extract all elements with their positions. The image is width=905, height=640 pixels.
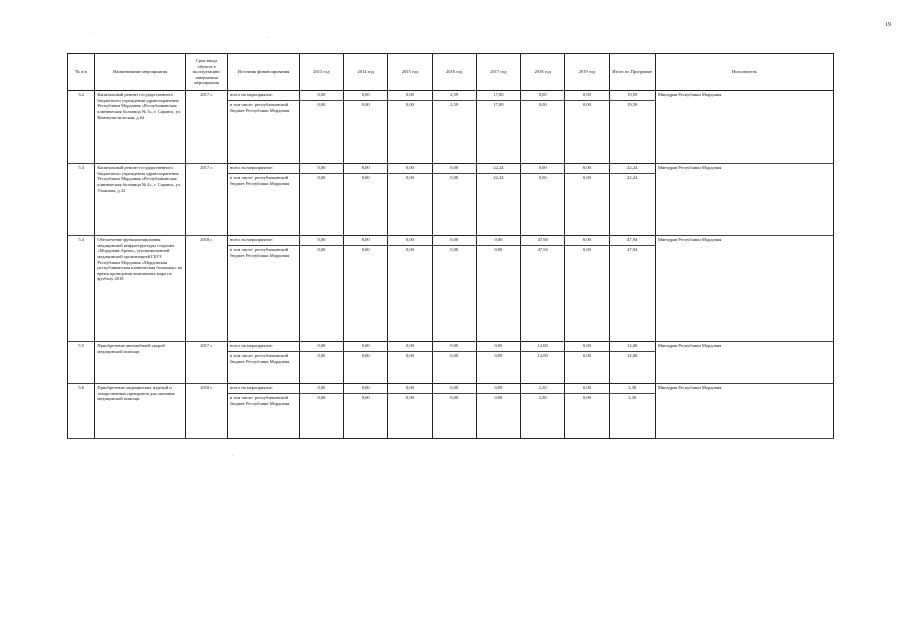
row-number: 3.2 (68, 91, 95, 164)
value-cell: 0,00 (388, 384, 432, 394)
value-cell: 0,00 (344, 384, 388, 394)
value-cell: 0,00 (388, 164, 432, 174)
table-row (68, 384, 834, 394)
value-cell: 0,00 (299, 246, 343, 342)
value-cell: 0,00 (388, 174, 432, 236)
value-cell: 0,00 (565, 352, 609, 384)
value-cell: 0,00 (388, 394, 432, 439)
scan-mark: · (232, 454, 234, 459)
source-total-label: всего на мероприятие: (228, 236, 300, 246)
value-cell: 47,94 (609, 246, 655, 342)
value-cell: 2,30 (521, 384, 565, 394)
header-cell: Срок ввода объекта в эксплуатацию/ завершения мероприятия (186, 54, 228, 91)
source-sub-label: в том числе: республиканский бюджет Республики Мордовия (228, 352, 300, 384)
value-cell: 0,00 (388, 101, 432, 164)
header-cell: Итого по Программе (609, 54, 655, 91)
value-cell: 0,00 (521, 91, 565, 101)
term: 2017 г. (186, 91, 228, 164)
table-row (68, 236, 834, 246)
scan-mark: · (93, 31, 95, 36)
header-cell: 2017 год (476, 54, 520, 91)
value-cell: 0,00 (432, 236, 476, 246)
value-cell: 0,00 (388, 91, 432, 101)
term: 2017 г. (186, 342, 228, 384)
measure-name: Приобретение автомобилей скорой медицинской помощи (95, 342, 186, 384)
value-cell: 12,00 (521, 352, 565, 384)
value-cell: 2,59 (432, 101, 476, 164)
header-cell: № п/п (68, 54, 95, 91)
source-total-label: всего на мероприятие: (228, 342, 300, 352)
source-sub-label: в том числе: республиканский бюджет Республики Мордовия (228, 246, 300, 342)
value-cell: 19,59 (609, 101, 655, 164)
term: 2018 г. (186, 384, 228, 439)
executor: Минздрав Республики Мордовия (655, 236, 833, 342)
header-cell: Наименование мероприятия (95, 54, 186, 91)
value-cell: 0,00 (432, 342, 476, 352)
value-cell: 0,00 (565, 394, 609, 439)
header-cell: 2014 год (344, 54, 388, 91)
value-cell: 0,00 (388, 342, 432, 352)
header-row (68, 54, 834, 91)
value-cell: 0,00 (565, 236, 609, 246)
term: 2017 г. (186, 164, 228, 236)
value-cell: 12,00 (609, 342, 655, 352)
scan-mark: · (268, 36, 270, 41)
value-cell: 0,00 (344, 91, 388, 101)
header-cell: 2019 год (565, 54, 609, 91)
measure-name: Капитальный ремонт государственного бюджетного учреждения здравоохранения Республики Мордовия «Республиканская клиническая больница № 3», г. Саранск, ул. Коммунистическая, д.64 (95, 91, 186, 164)
value-cell: 0,00 (565, 164, 609, 174)
header-cell: 2018 год (521, 54, 565, 91)
measure-name: Приобретение медицинских изделий и лекарственных препаратов для оказания медицинской помощи (95, 384, 186, 439)
value-cell: 0,00 (476, 394, 520, 439)
value-cell: 0,00 (432, 174, 476, 236)
value-cell: 22,24 (476, 174, 520, 236)
row-number: 5.4 (68, 236, 95, 342)
value-cell: 0,00 (432, 352, 476, 384)
value-cell: 0,00 (565, 101, 609, 164)
value-cell: 0,00 (476, 246, 520, 342)
value-cell: 17,00 (476, 91, 520, 101)
value-cell: 0,00 (388, 246, 432, 342)
value-cell: 0,00 (299, 164, 343, 174)
value-cell: 0,00 (299, 384, 343, 394)
value-cell: 0,00 (388, 236, 432, 246)
value-cell: 0,00 (432, 164, 476, 174)
row-number: 5.6 (68, 384, 95, 439)
value-cell: 0,00 (476, 352, 520, 384)
value-cell: 0,00 (432, 394, 476, 439)
value-cell: 0,00 (344, 174, 388, 236)
value-cell: 22,24 (609, 174, 655, 236)
table-row (68, 91, 834, 101)
source-total-label: всего на мероприятие: (228, 91, 300, 101)
value-cell: 0,00 (476, 342, 520, 352)
value-cell: 17,00 (476, 101, 520, 164)
table-row (68, 342, 834, 352)
value-cell: 0,00 (299, 91, 343, 101)
value-cell: 12,00 (521, 342, 565, 352)
executor: Минздрав Республики Мордовия (655, 91, 833, 164)
header-cell: 2015 год (388, 54, 432, 91)
value-cell: 0,00 (476, 236, 520, 246)
value-cell: 47,94 (521, 246, 565, 342)
value-cell: 12,00 (609, 352, 655, 384)
value-cell: 0,00 (344, 246, 388, 342)
value-cell: 47,94 (609, 236, 655, 246)
value-cell: 22,24 (476, 164, 520, 174)
value-cell: 0,00 (299, 174, 343, 236)
value-cell: 0,00 (565, 91, 609, 101)
row-number: 5.5 (68, 342, 95, 384)
value-cell: 0,00 (344, 352, 388, 384)
value-cell: 0,00 (565, 384, 609, 394)
value-cell: 0,00 (388, 352, 432, 384)
measure-name: Обеспечение функционирования медицинской инфраструктуры стадиона «Мордовия-Арена», уполномоченной медицинской организацией ГБУЗ Республики Мордовия «Мордовская республиканская клиническая больница» во время проведения чемпионата мира по футболу 2018 (95, 236, 186, 342)
page-number: 19 (885, 22, 891, 28)
measure-name: Капитальный ремонт государственного бюджетного учреждения здравоохранения Республики Мордовия «Республиканская клиническая больница № 4», г. Саранск, ул. Ульянова, д.32 (95, 164, 186, 236)
value-cell: 0,00 (476, 384, 520, 394)
header-cell: 2013 год (299, 54, 343, 91)
executor: Минздрав Республики Мордовия (655, 164, 833, 236)
value-cell: 0,00 (344, 164, 388, 174)
executor: Минздрав Республики Мордовия (655, 384, 833, 439)
table-body (68, 91, 834, 439)
value-cell: 0,00 (344, 342, 388, 352)
term: 2018 г. (186, 236, 228, 342)
value-cell: 0,00 (299, 342, 343, 352)
value-cell: 2,30 (609, 384, 655, 394)
source-total-label: всего на мероприятие: (228, 384, 300, 394)
header-cell: Исполнитель (655, 54, 833, 91)
value-cell: 0,00 (299, 236, 343, 246)
executor: Минздрав Республики Мордовия (655, 342, 833, 384)
value-cell: 19,59 (609, 91, 655, 101)
source-sub-label: в том числе: республиканский бюджет Республики Мордовия (228, 394, 300, 439)
value-cell: 0,00 (299, 394, 343, 439)
table-row (68, 164, 834, 174)
value-cell: 0,00 (344, 101, 388, 164)
value-cell: 0,00 (299, 352, 343, 384)
value-cell: 2,59 (432, 91, 476, 101)
value-cell: 2,30 (521, 394, 565, 439)
value-cell: 0,00 (565, 174, 609, 236)
row-number: 5.3 (68, 164, 95, 236)
header-cell: 2016 год (432, 54, 476, 91)
value-cell: 47,94 (521, 236, 565, 246)
source-sub-label: в том числе: республиканский бюджет Республики Мордовия (228, 174, 300, 236)
value-cell: 0,00 (299, 101, 343, 164)
value-cell: 0,00 (521, 164, 565, 174)
value-cell: 2,30 (609, 394, 655, 439)
source-sub-label: в том числе: республиканский бюджет Республики Мордовия (228, 101, 300, 164)
value-cell: 0,00 (432, 246, 476, 342)
value-cell: 0,00 (432, 384, 476, 394)
value-cell: 0,00 (565, 246, 609, 342)
value-cell: 0,00 (344, 394, 388, 439)
value-cell: 0,00 (344, 236, 388, 246)
value-cell: 0,00 (521, 101, 565, 164)
value-cell: 0,00 (521, 174, 565, 236)
header-cell: Источник финансирования (228, 54, 300, 91)
value-cell: 0,00 (565, 342, 609, 352)
program-table (67, 53, 834, 439)
source-total-label: всего на мероприятие: (228, 164, 300, 174)
value-cell: 22,24 (609, 164, 655, 174)
